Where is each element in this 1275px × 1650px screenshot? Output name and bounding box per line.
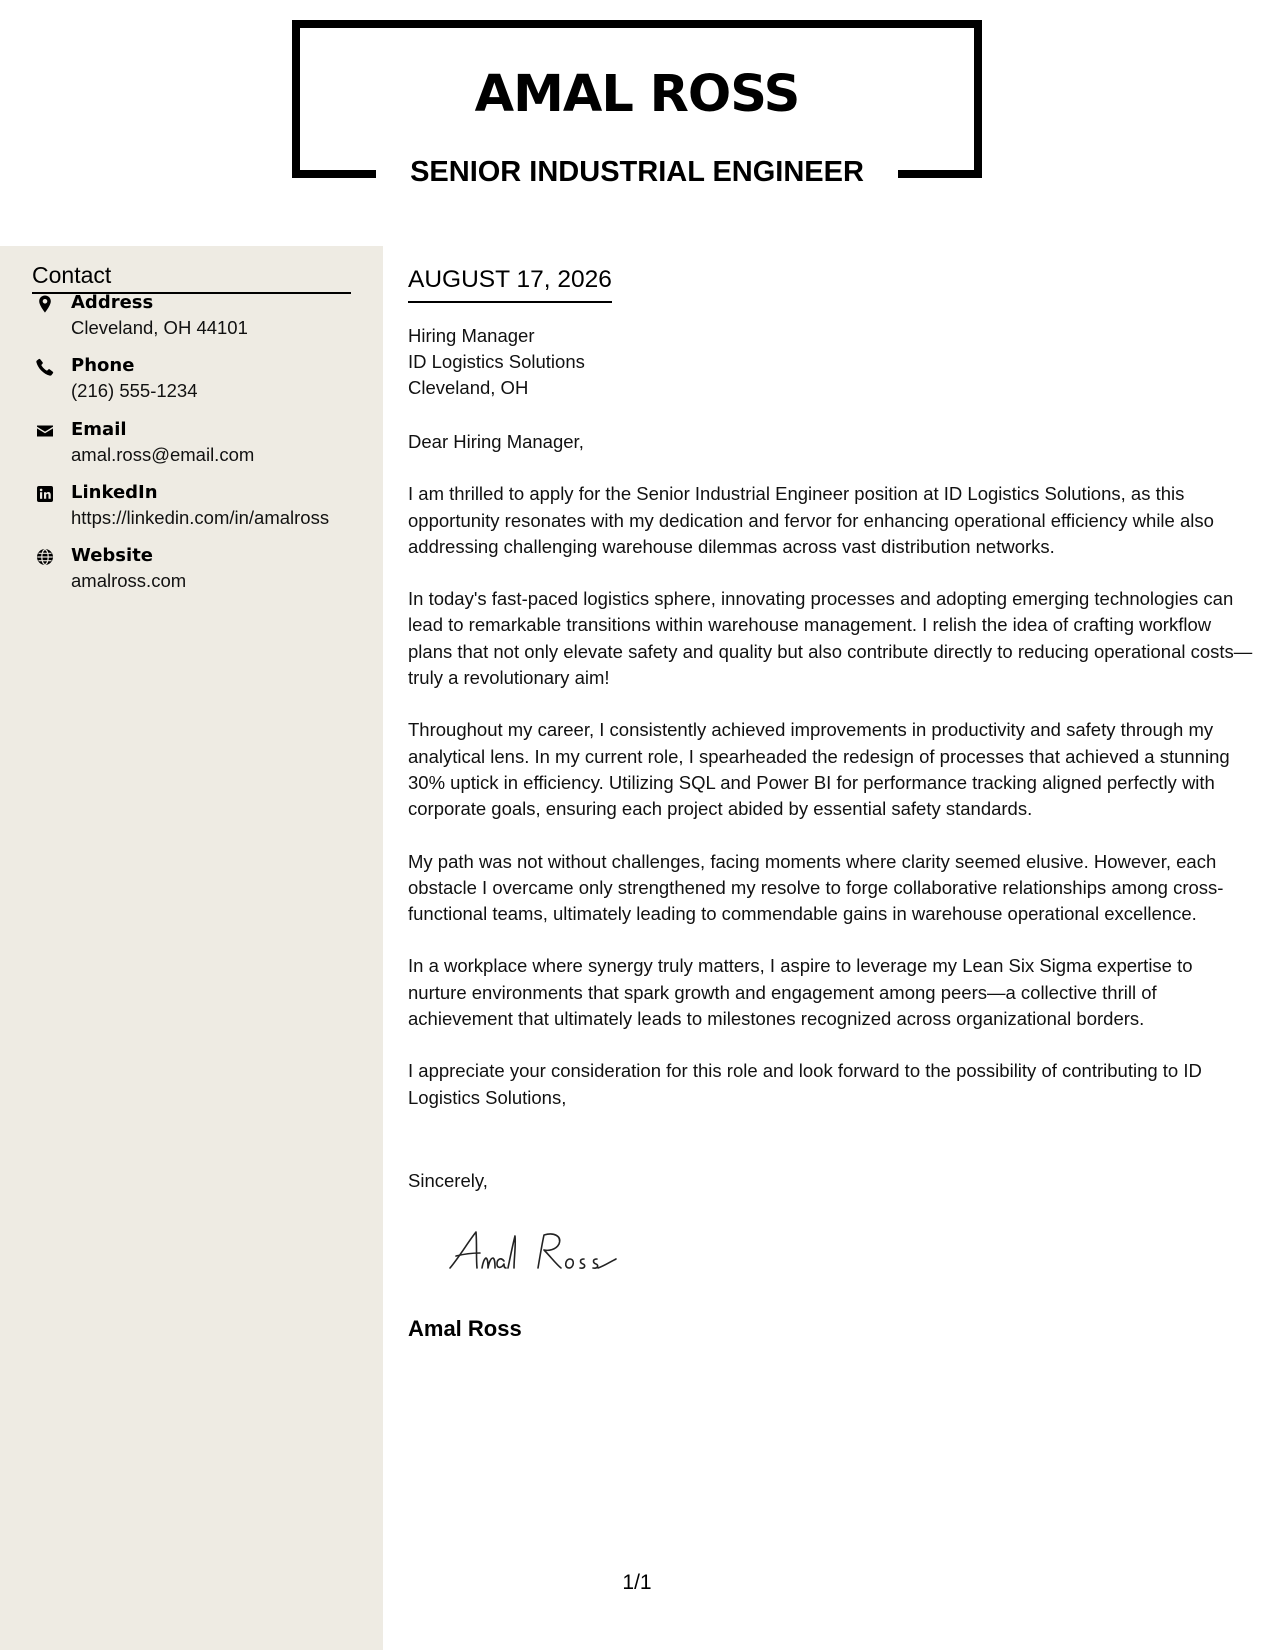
contact-sidebar [0,246,383,1650]
paragraph: I appreciate your consideration for this role and look forward to the possibility of contributing to ID Logistics Solutions, [408,1060,1202,1108]
contact-linkedin [32,480,372,536]
contact-label: LinkedIn [71,482,158,503]
location-pin-icon [36,295,54,313]
recipient-location: Cleveland, OH [408,377,529,398]
paragraph: In today's fast-paced logistics sphere, innovating processes and adopting emerging technologies can lead to remarkable transitions within warehouse management. I relish the idea of crafting workflow plans that not only elevate safety and quality but also contribute directly to reducing operational costs—truly a revolutionary aim! [408,588,1253,689]
contact-phone [32,353,372,409]
recipient-name: Hiring Manager [408,325,535,346]
contact-value: amal.ross@email.com [71,444,255,465]
contact-email [32,417,372,473]
recipient-company: ID Logistics Solutions [408,351,585,372]
paragraph: In a workplace where synergy truly matters, I aspire to leverage my Lean Six Sigma expertise to nurture environments that spark growth and engagement among peers—a collective thrill of achievement that ultimately leads to milestones recognized across organizational borders. [408,955,1193,1030]
salutation: Dear Hiring Manager, [408,431,584,452]
contact-heading: Contact [32,260,351,294]
page-number: 1/1 [622,1571,652,1594]
job-title: SENIOR INDUSTRIAL ENGINEER [410,156,864,188]
linkedin-icon [36,485,54,503]
letter-body [408,429,1256,1137]
contact-label: Email [71,419,127,440]
signature-image [446,1226,636,1276]
contact-value[interactable]: amalross.com [71,570,187,591]
letter-date: AUGUST 17, 2026 [408,264,612,303]
paragraph: Throughout my career, I consistently achieved improvements in productivity and safety through my analytical lens. In my current role, I spearheaded the redesign of processes that achieved a stunning 30% uptick in efficiency. Utilizing SQL and Power BI for performance tracking aligned perfectly with corporate goals, ensuring each project abided by essential safety standards. [408,719,1230,820]
signer-name: Amal Ross [408,1316,522,1341]
contact-label: Phone [71,355,135,376]
contact-address [32,290,372,346]
contact-label: Address [71,292,154,313]
phone-icon [36,358,54,376]
contact-value: (216) 555-1234 [71,380,198,401]
contact-value[interactable]: https://linkedin.com/in/amalross [71,507,330,528]
globe-icon [36,548,54,566]
envelope-icon [36,422,54,440]
paragraph: I am thrilled to apply for the Senior Industrial Engineer position at ID Logistics Solutions, as this opportunity resonates with my dedication and fervor for enhancing operational efficiency while also addressing challenging warehouse dilemmas across vast distribution networks. [408,483,1214,557]
contact-value: Cleveland, OH 44101 [71,317,248,338]
recipient-block [408,323,585,401]
paragraph: My path was not without challenges, facing moments where clarity seemed elusive. However, each obstacle I overcame only strengthened my resolve to forge collaborative relationships among cross-functional teams, ultimately leading to commendable gains in warehouse operational excellence. [408,850,1224,925]
applicant-name: AMAL ROSS [474,65,800,124]
contact-website [32,543,372,599]
closing: Sincerely, [408,1170,488,1191]
contact-label: Website [71,545,154,566]
